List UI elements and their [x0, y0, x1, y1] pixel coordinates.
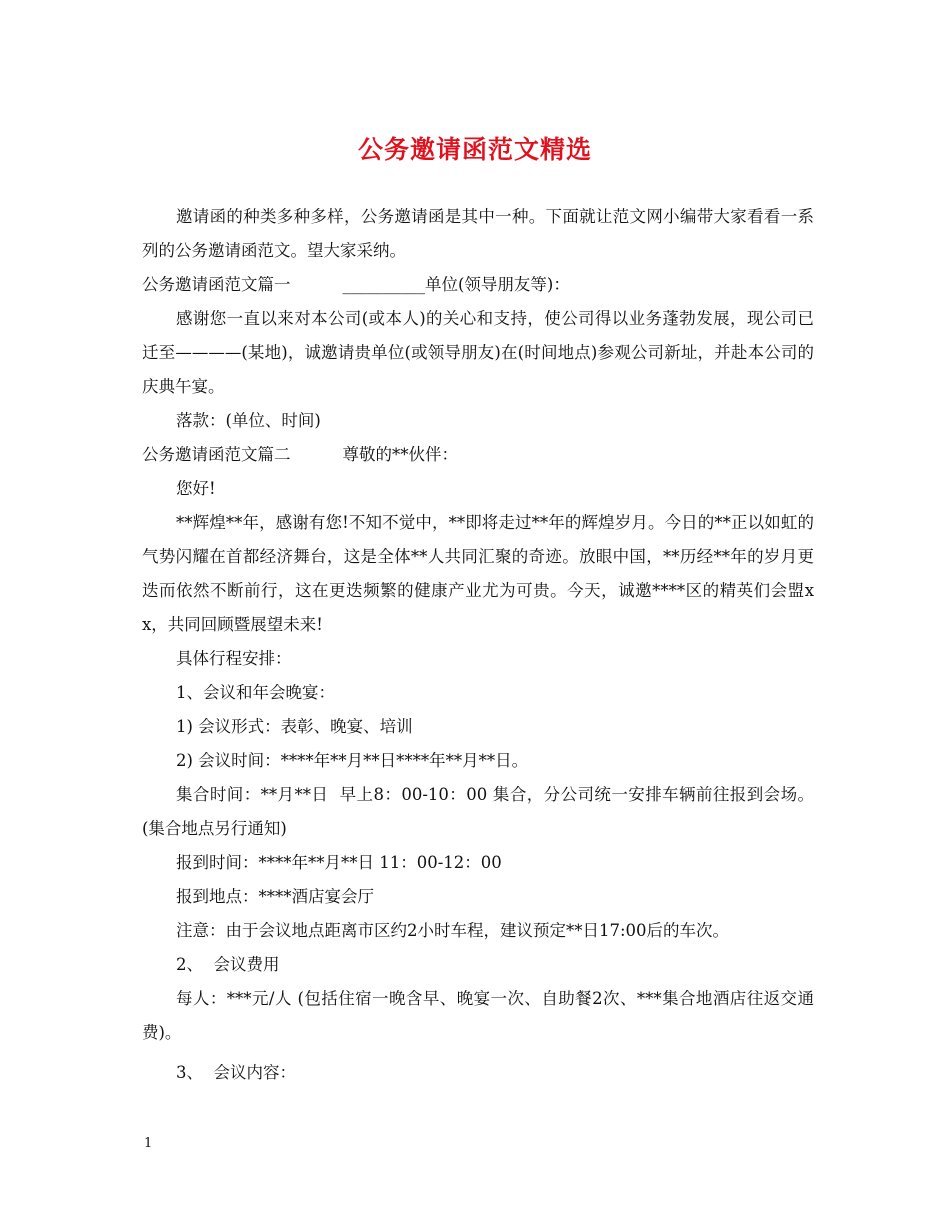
section2-salutation: 尊敬的**伙伴：	[342, 445, 458, 464]
schedule-item-2: 2、 会议费用	[176, 955, 280, 974]
document-title: 公务邀请函范文精选	[357, 135, 592, 164]
fee-paragraph: 每人：***元/人 (包括住宿一晚含早、晚宴一次、自助餐2次、***集合地酒店往返交通费)。	[142, 989, 814, 1042]
section1-salutation: __________单位(领导朋友等)：	[342, 275, 570, 294]
intro-paragraph: 邀请函的种类多种多样，公务邀请函是其中一种。下面就让范文网小编带大家看看一系列的公务邀请函范文。望大家采纳。	[142, 207, 814, 260]
checkin-time: 报到时间：****年**月**日 11：00-12：00	[176, 853, 502, 872]
section1-heading-line	[142, 268, 814, 302]
document-body	[142, 200, 814, 1090]
page-number: 1	[144, 1136, 153, 1151]
schedule-item-1: 1、会议和年会晚宴：	[176, 683, 335, 702]
gather-time: 集合时间：**月**日 早上8：00-10：00 集合，分公司统一安排车辆前往报到会场。(集合地点另行通知)	[142, 785, 814, 838]
notice: 注意：由于会议地点距离市区约2小时车程，建议预定**日17:00后的车次。	[176, 921, 730, 940]
schedule-item-1-format: 1) 会议形式：表彰、晚宴、培训	[176, 717, 413, 736]
schedule-heading: 具体行程安排：	[176, 649, 292, 668]
section1-body: 感谢您一直以来对本公司(或本人)的关心和支持，使公司得以业务蓬勃发展，现公司已迁至————(某地)，诚邀请贵单位(或领导朋友)在(时间地点)参观公司新址，并赴本公司的庆典午宴。	[142, 309, 814, 396]
section1-sign: 落款：(单位、时间)	[176, 411, 321, 430]
section2-heading-line	[142, 438, 814, 472]
schedule-item-1-time: 2) 会议时间：****年**月**日****年**月**日。	[176, 751, 529, 770]
checkin-place: 报到地点：****酒店宴会厅	[176, 887, 374, 906]
section1-heading: 公务邀请函范文篇一	[142, 275, 291, 294]
section2-body: **辉煌**年，感谢有您!不知不觉中，**即将走过**年的辉煌岁月。今日的**正以如虹的气势闪耀在首都经济舞台，这是全体**人共同汇聚的奇迹。放眼中国，**历经**年的岁月更迭而依然不断前行，这在更迭频繁的健康产业尤为可贵。今天，诚邀****区的精英们会盟xx，共同回顾暨展望未来!	[142, 513, 814, 634]
section2-heading: 公务邀请函范文篇二	[142, 445, 291, 464]
schedule-item-3: 3、 会议内容：	[176, 1063, 296, 1082]
greeting: 您好!	[176, 479, 216, 498]
